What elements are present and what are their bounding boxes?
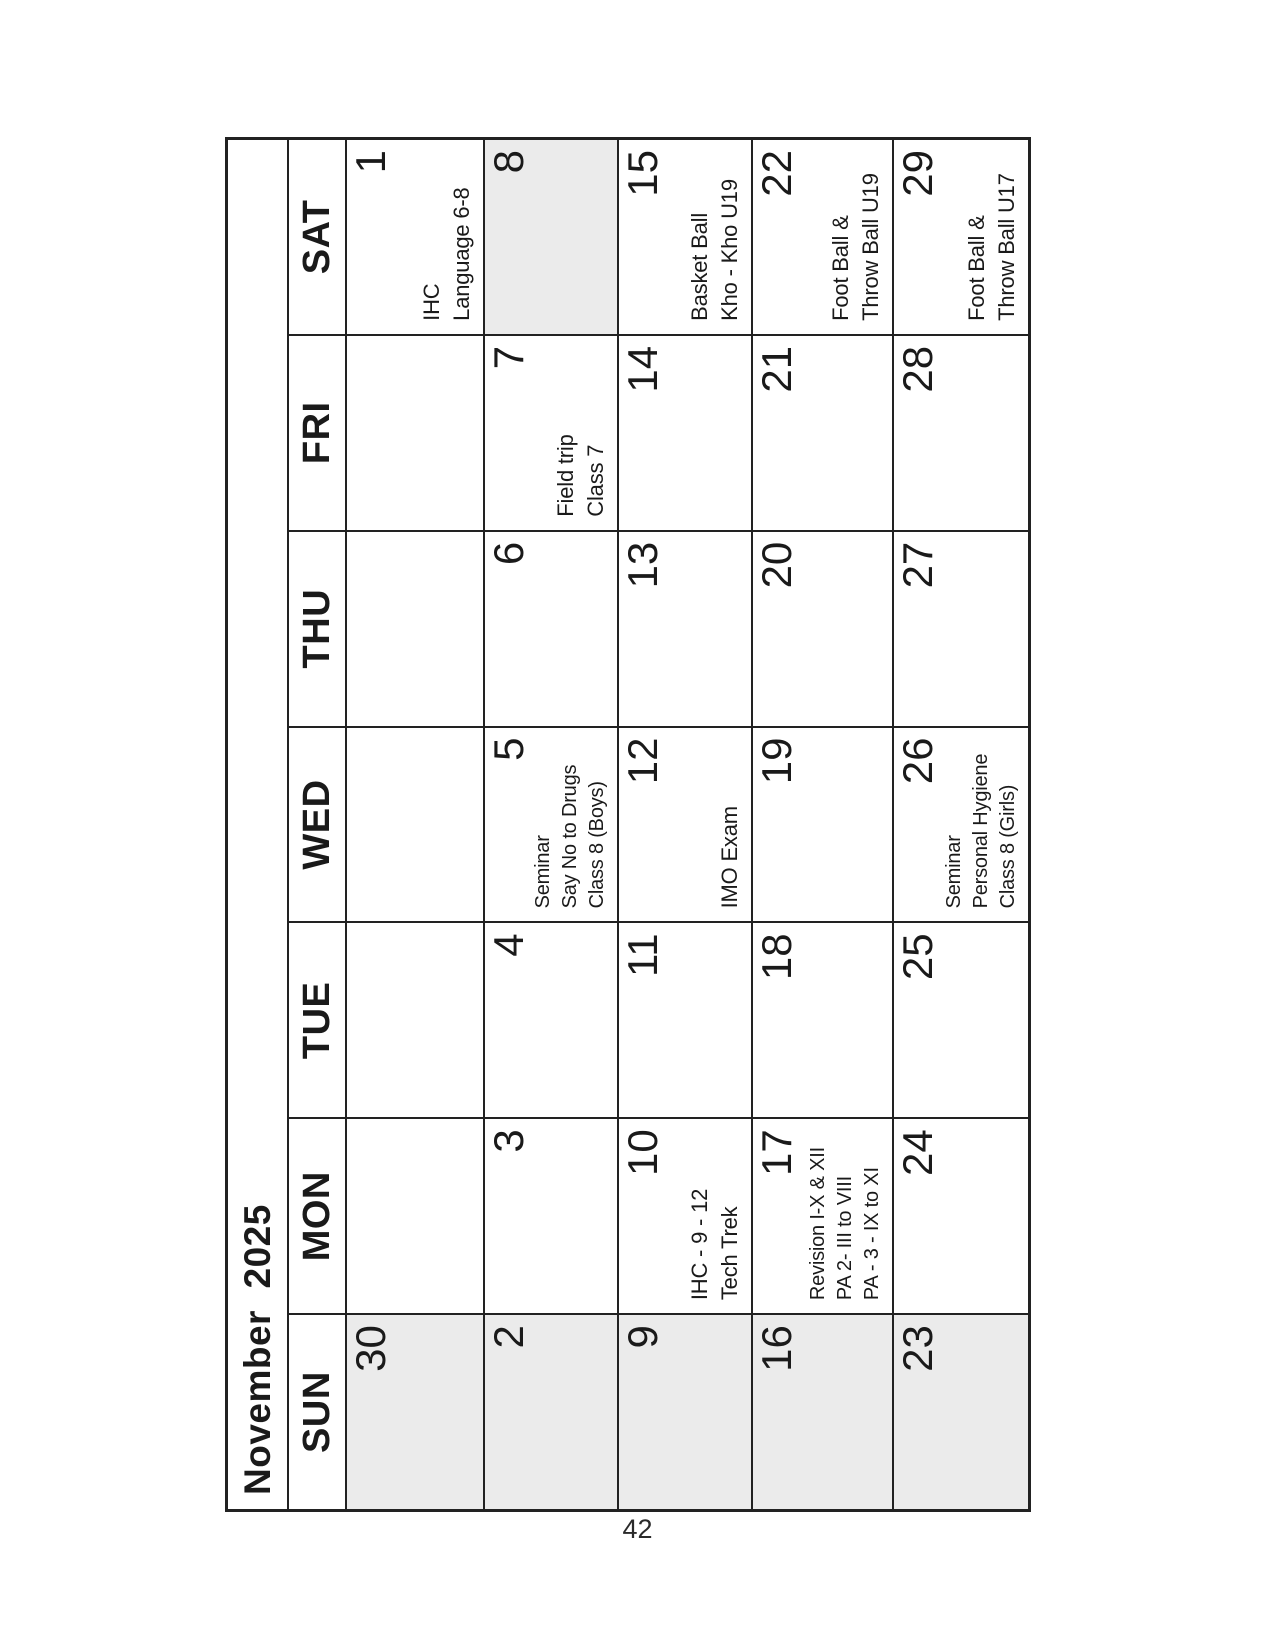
day-cell-nov-30 xyxy=(347,1313,483,1509)
day-cell-nov-2 xyxy=(485,1313,617,1509)
day-cell-nov-25 xyxy=(894,921,1028,1117)
day-cell-nov-26 xyxy=(894,726,1028,922)
day-cell-nov-20 xyxy=(753,530,892,726)
date-number: 1 xyxy=(347,149,394,174)
date-number: 11 xyxy=(619,933,666,978)
event-line: Kho - Kho U19 xyxy=(717,179,742,321)
day-cell-nov-22 xyxy=(753,140,892,334)
event-list xyxy=(826,173,886,321)
event-line: Class 8 (Girls) xyxy=(997,784,1019,909)
weekday-header-fri: FRI xyxy=(289,334,345,530)
event-line: Basket Ball xyxy=(687,212,712,321)
calendar-table xyxy=(225,137,1031,1512)
day-cell-empty xyxy=(347,530,483,726)
day-cell-nov-16 xyxy=(753,1313,892,1509)
weekday-header-wed: WED xyxy=(289,726,345,922)
day-cell-nov-13 xyxy=(619,530,751,726)
event-line: Throw Ball U19 xyxy=(858,173,883,321)
date-number: 25 xyxy=(894,933,941,981)
weekday-header-tue: TUE xyxy=(289,921,345,1117)
date-number: 2 xyxy=(485,1325,532,1349)
day-cell-nov-17 xyxy=(753,1117,892,1313)
day-cell-nov-6 xyxy=(485,530,617,726)
day-cell-nov-27 xyxy=(894,530,1028,726)
date-number: 16 xyxy=(753,1325,800,1372)
day-cell-nov-21 xyxy=(753,334,892,530)
event-list xyxy=(715,806,745,908)
event-line: IHC xyxy=(419,283,444,321)
day-cell-nov-8 xyxy=(485,140,617,334)
event-line: IHC - 9 - 12 xyxy=(687,1188,712,1301)
event-list xyxy=(530,765,611,909)
date-number: 6 xyxy=(485,541,532,566)
event-line: Field trip xyxy=(553,434,578,517)
event-line: Say No to Drugs xyxy=(559,764,581,909)
weekday-header-thu: THU xyxy=(289,530,345,726)
day-cell-nov-23 xyxy=(894,1313,1028,1509)
day-cell-nov-28 xyxy=(894,334,1028,530)
date-number: 13 xyxy=(619,541,666,589)
day-cell-nov-7 xyxy=(485,334,617,530)
calendar-title: November 2025 xyxy=(228,140,289,1509)
event-line: Tech Trek xyxy=(717,1206,742,1301)
date-number: 15 xyxy=(619,149,666,197)
event-list xyxy=(417,187,477,320)
date-number: 18 xyxy=(753,933,800,981)
event-list xyxy=(941,754,1022,909)
event-list xyxy=(805,1147,886,1300)
day-cell-nov-14 xyxy=(619,334,751,530)
date-number: 27 xyxy=(894,541,941,589)
event-line: PA 2- III to VIII xyxy=(834,1176,856,1301)
day-cell-nov-9 xyxy=(619,1313,751,1509)
weekday-header-sat: SAT xyxy=(295,199,338,275)
event-line: PA - 3 - IX to XI xyxy=(861,1167,883,1301)
day-cell-nov-29 xyxy=(894,140,1028,334)
date-number: 8 xyxy=(485,149,532,174)
date-number: 4 xyxy=(485,933,532,957)
page-number: 42 xyxy=(622,1514,653,1544)
event-line: Language 6-8 xyxy=(449,187,474,321)
date-number: 9 xyxy=(619,1325,666,1349)
date-number: 20 xyxy=(753,541,800,589)
weekday-header-mon: MON xyxy=(289,1117,345,1313)
date-number: 24 xyxy=(894,1129,941,1176)
week-row-3 xyxy=(619,140,753,1509)
event-line: Personal Hygiene xyxy=(970,753,992,909)
weekday-header-sun: SUN xyxy=(289,1313,345,1509)
event-line: Revision I-X & XII xyxy=(807,1147,829,1301)
day-cell-empty xyxy=(347,1117,483,1313)
event-line: Seminar xyxy=(532,835,554,909)
date-number: 17 xyxy=(753,1129,800,1176)
week-row-1 xyxy=(347,140,485,1509)
date-number: 23 xyxy=(894,1325,941,1372)
day-cell-nov-24 xyxy=(894,1117,1028,1313)
event-line: Class 8 (Boys) xyxy=(586,781,608,909)
date-number: 5 xyxy=(485,737,532,761)
event-line: Foot Ball & xyxy=(828,215,853,321)
date-number: 19 xyxy=(753,737,800,785)
date-number: 14 xyxy=(619,345,666,393)
event-list xyxy=(685,179,745,321)
event-line: Foot Ball & xyxy=(964,215,989,321)
event-line: Seminar xyxy=(943,835,965,909)
day-cell-nov-4 xyxy=(485,921,617,1117)
day-cell-nov-19 xyxy=(753,726,892,922)
day-cell-empty xyxy=(347,921,483,1117)
day-cell-empty xyxy=(347,334,483,530)
day-cell-empty xyxy=(347,726,483,922)
week-row-2 xyxy=(485,140,619,1509)
date-number: 3 xyxy=(485,1129,532,1153)
event-list xyxy=(551,434,611,516)
day-cell-nov-15 xyxy=(619,140,751,334)
date-number: 29 xyxy=(894,149,941,197)
day-cell-nov-11 xyxy=(619,921,751,1117)
week-row-5 xyxy=(894,140,1028,1509)
day-cell-nov-5 xyxy=(485,726,617,922)
day-cell-nov-18 xyxy=(753,921,892,1117)
event-line: Throw Ball U17 xyxy=(994,173,1019,321)
date-number: 26 xyxy=(894,737,941,785)
date-number: 22 xyxy=(753,149,800,197)
day-cell-nov-12 xyxy=(619,726,751,922)
date-number: 7 xyxy=(485,345,532,370)
event-line: Class 7 xyxy=(583,444,608,517)
day-cell-nov-1 xyxy=(347,140,483,334)
event-line: IMO Exam xyxy=(717,806,742,909)
date-number: 12 xyxy=(619,737,666,785)
day-cell-nov-10 xyxy=(619,1117,751,1313)
date-number: 10 xyxy=(619,1129,666,1176)
weekday-header-row xyxy=(289,140,347,1509)
day-cell-nov-3 xyxy=(485,1117,617,1313)
event-list xyxy=(962,173,1022,321)
calendar-rotated-container xyxy=(225,137,1031,1512)
date-number: 30 xyxy=(347,1325,394,1372)
date-number: 28 xyxy=(894,345,941,393)
event-list xyxy=(685,1189,745,1300)
week-row-4 xyxy=(753,140,894,1509)
calendar-weeks xyxy=(347,140,1028,1509)
date-number: 21 xyxy=(753,345,800,393)
